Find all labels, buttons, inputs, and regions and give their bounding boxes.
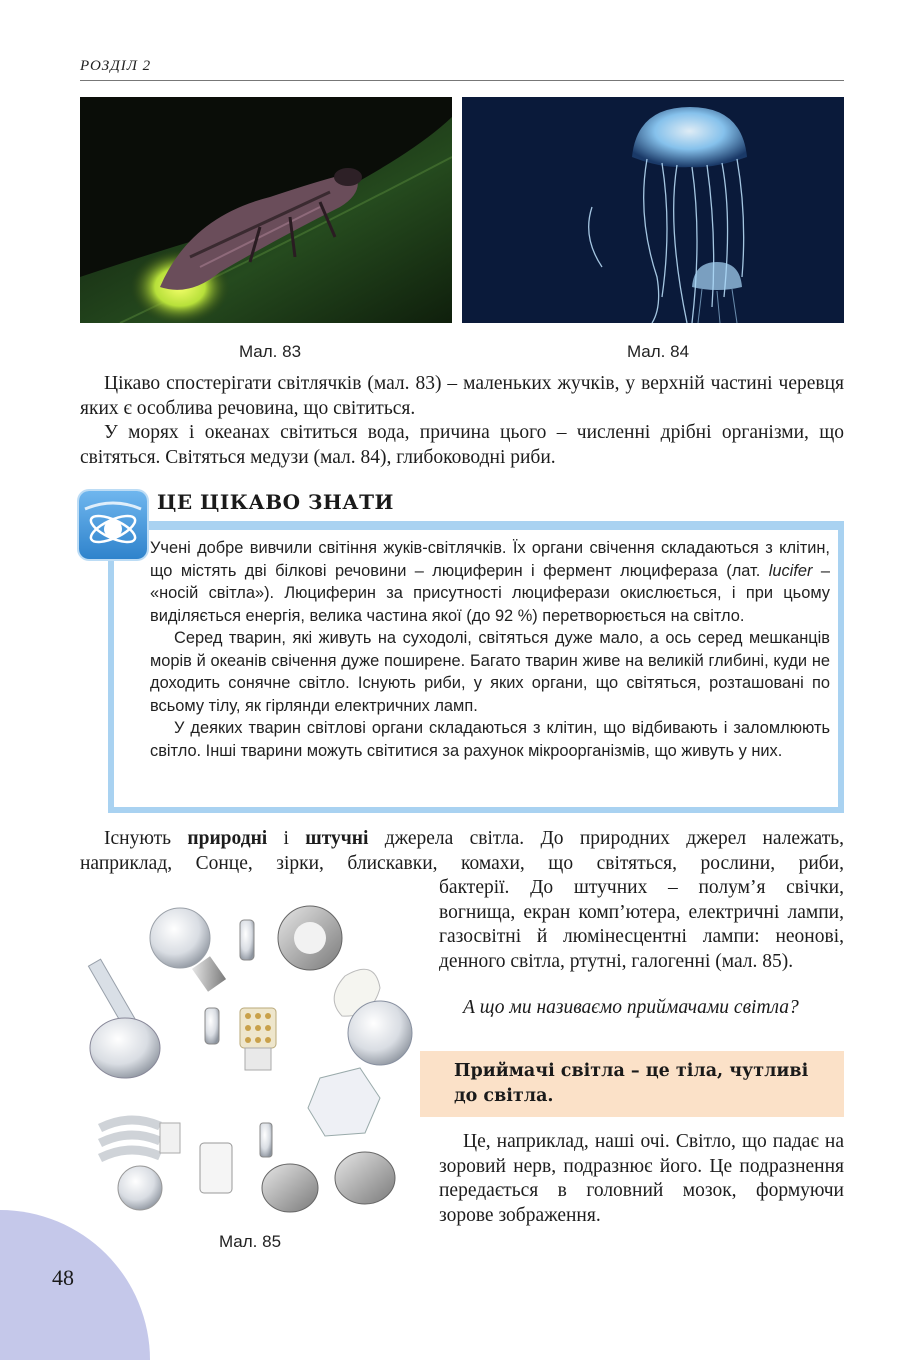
sources-text-c: джерела світла. До природних джерел належать,	[368, 828, 845, 849]
term-natural: природні	[187, 828, 268, 849]
page-number: 48	[52, 1265, 74, 1290]
fact-paragraph-3: У деяких тварин світлові органи складаються з клітин, що відбивають і заломлюють світло. Інші тварини можуть світитися за рахунок мікроорганізмів, що живуть у них.	[150, 719, 830, 760]
figure-83-caption: Мал. 83	[238, 342, 302, 361]
sources-text-b: і	[267, 828, 306, 849]
fact-box-top-bar	[147, 521, 844, 530]
paragraph-sea-organisms: У морях і океанах світиться вода, причина цього – численні дрібні організми, що світяться. Світяться медузи (мал. 84), глибоководні риби.	[80, 422, 844, 468]
fact-box-text	[150, 537, 830, 762]
firefly-photo	[80, 97, 452, 323]
fact-box-title: ЦЕ ЦІКАВО ЗНАТИ	[157, 490, 394, 514]
fact-paragraph-1-end: – «носій світла»). Люциферин за присутності люциферази окислюється, і при цьому виділяється енергія, велика частина якої (до 92 %) перетворюється на світло.	[150, 561, 831, 625]
figure-84-caption: Мал. 84	[626, 342, 690, 361]
page-corner-decoration	[0, 1210, 150, 1360]
jellyfish-photo	[462, 97, 844, 323]
sources-text-a: Існують	[104, 828, 188, 849]
term-artificial: штучні	[305, 828, 369, 849]
paragraph-eyes: Це, наприклад, наші очі. Світло, що падає на зоровий нерв, подразнює його. Це подразнення передається в головний мозок, формуючи зорове зображення.	[439, 1131, 844, 1226]
fact-paragraph-1-start: Учені добре вивчили світіння жуків-світлячків. Їх органи свічення складаються з клітин, що містять дві білкові речовини – люциферин і фермент люцифераза (лат.	[150, 539, 830, 580]
atom-icon	[79, 491, 147, 559]
fact-paragraph-1	[150, 537, 830, 627]
header-divider	[80, 80, 844, 81]
light-bulbs-illustration	[80, 898, 420, 1218]
question-receivers: А що ми називаємо приймачами світла?	[463, 997, 799, 1018]
figure-85-caption: Мал. 85	[218, 1232, 282, 1251]
paragraph-fireflies: Цікаво спостерігати світлячків (мал. 83) – маленьких жучків, у верхній частині черевця яких є особлива речовина, що світиться.	[80, 373, 844, 419]
sources-line-2: наприклад, Сонце, зірки, блискавки, комахи, що світяться, рослини, риби,	[80, 853, 844, 874]
sources-line-1	[80, 827, 844, 852]
latin-term: lucifer	[768, 561, 813, 580]
sources-continued: бактерії. До штучних – полум’я свічки, вогнища, екран комп’ютера, електричні лампи, газосвітні й люмінесцентні лампи: неонові, денного світла, ртутні, галогенні (мал. 85).	[439, 877, 844, 972]
section-label: РОЗДІЛ 2	[80, 58, 152, 74]
fact-paragraph-2: Серед тварин, які живуть на суходолі, світяться дуже мало, а ось серед мешканців морів й океанів свічення дуже поширене. Багато тварин живе на великій глибині, куди не доходить сонячне світло. Існують риби, у яких органи, що світяться, розташовані по всьому тілу, як гірлянди електричних ламп.	[150, 629, 830, 715]
definition-box: Приймачі світла – це тіла, чутливі до світла.	[420, 1051, 844, 1117]
